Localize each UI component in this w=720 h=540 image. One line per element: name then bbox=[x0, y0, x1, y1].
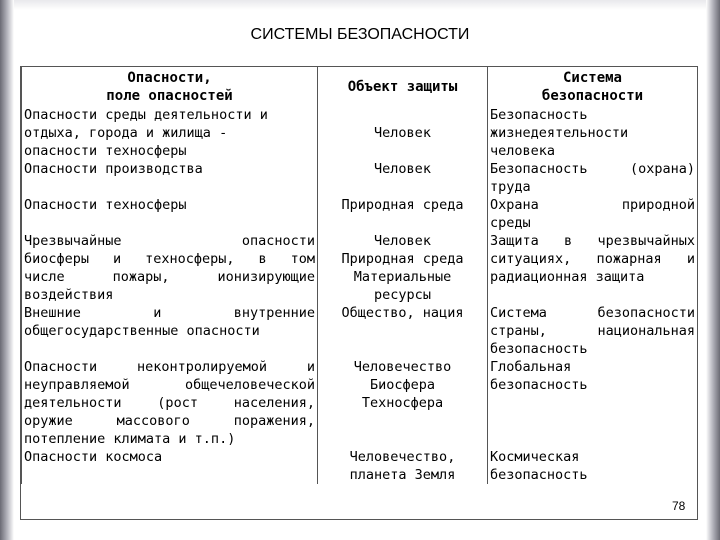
table-row bbox=[22, 106, 698, 160]
cell-line: Техносфера bbox=[361, 395, 444, 411]
system-cell bbox=[488, 448, 698, 484]
cell-line: опасности техносферы bbox=[24, 143, 187, 159]
cell-line: оружие массового поражения, bbox=[24, 413, 315, 429]
table-row bbox=[22, 304, 698, 358]
cell-line: планета Земля bbox=[349, 467, 456, 483]
object-cell bbox=[318, 358, 488, 448]
cell-line: Космическая bbox=[490, 449, 580, 465]
cell-line: общегосударственные опасности bbox=[24, 323, 260, 339]
cell-line: человека bbox=[490, 143, 556, 159]
cell-line: Внешние и внутренние bbox=[24, 305, 315, 321]
cell-line: потепление климата и т.п.) bbox=[24, 431, 236, 447]
cell-line: безопасность bbox=[490, 341, 588, 357]
hazard-cell bbox=[22, 232, 318, 304]
cell-line: Охрана природной bbox=[490, 197, 695, 213]
cell-line: неуправляемой общечеловеческой bbox=[24, 377, 315, 393]
cell-line: биосферы и техносферы, в том bbox=[24, 251, 315, 267]
cell-line: труда bbox=[490, 179, 531, 195]
cell-line: Опасности производства bbox=[24, 161, 203, 177]
slide-left-frame bbox=[0, 0, 14, 540]
cell-line: числе пожары, ионизирующие bbox=[24, 269, 315, 285]
cell-line: Безопасность (охрана) bbox=[490, 161, 695, 177]
cell-line: Опасности техносферы bbox=[24, 197, 187, 213]
cell-line: Материальные bbox=[353, 269, 452, 285]
header-hazards-line: Опасности, bbox=[127, 70, 212, 86]
table-row bbox=[22, 160, 698, 196]
cell-line: Опасности среды деятельности и bbox=[24, 107, 268, 123]
hazard-cell bbox=[22, 196, 318, 232]
object-cell bbox=[318, 232, 488, 304]
cell-line: среды bbox=[490, 215, 531, 231]
cell-line: Опасности неконтролируемой и bbox=[24, 359, 315, 375]
cell-line: Человек bbox=[374, 125, 431, 141]
cell-line: воздействия bbox=[24, 287, 114, 303]
header-protected-object bbox=[318, 67, 488, 106]
hazard-cell bbox=[22, 160, 318, 196]
header-hazards bbox=[22, 67, 318, 106]
hazard-cell bbox=[22, 448, 318, 484]
object-cell bbox=[318, 106, 488, 160]
cell-line: ресурсы bbox=[374, 287, 431, 303]
cell-line: Общество, нация bbox=[341, 305, 464, 321]
cell-line: безопасность bbox=[490, 377, 588, 393]
cell-line: Природная среда bbox=[341, 197, 464, 213]
cell-line: Человек bbox=[374, 233, 431, 249]
header-hazards-line: поле опасностей bbox=[106, 88, 233, 104]
cell-line: Человечество, bbox=[349, 449, 456, 465]
header-safety-system bbox=[488, 67, 698, 106]
cell-line: Система безопасности bbox=[490, 305, 695, 321]
cell-line: Глобальная bbox=[490, 359, 572, 375]
header-system-line: безопасности bbox=[541, 88, 644, 104]
hazard-cell bbox=[22, 304, 318, 358]
table-row bbox=[22, 196, 698, 232]
system-cell bbox=[488, 358, 698, 448]
system-cell bbox=[488, 160, 698, 196]
table bbox=[21, 67, 698, 484]
table-row bbox=[22, 448, 698, 484]
header-system-line: Система bbox=[562, 70, 622, 86]
slide-right-frame bbox=[706, 0, 720, 540]
table-row bbox=[22, 232, 698, 304]
cell-line: страны, национальная bbox=[490, 323, 695, 339]
safety-systems-table bbox=[20, 66, 698, 520]
cell-line: Защита в чрезвычайных bbox=[490, 233, 695, 249]
cell-line: деятельности (рост населения, bbox=[24, 395, 315, 411]
system-cell bbox=[488, 304, 698, 358]
cell-line: ситуациях, пожарная и bbox=[490, 251, 695, 267]
page-title: СИСТЕМЫ БЕЗОПАСНОСТИ bbox=[250, 26, 470, 43]
cell-line: Природная среда bbox=[341, 251, 464, 267]
hazard-cell bbox=[22, 358, 318, 448]
header-object-line: Объект защиты bbox=[347, 79, 458, 95]
hazard-cell bbox=[22, 106, 318, 160]
page-number: 78 bbox=[672, 499, 686, 513]
table-header-row bbox=[22, 67, 698, 106]
cell-line: отдыха, города и жилища - bbox=[24, 125, 228, 141]
object-cell bbox=[318, 448, 488, 484]
cell-line: Человечество bbox=[353, 359, 452, 375]
slide-top-frame bbox=[0, 0, 720, 10]
object-cell bbox=[318, 160, 488, 196]
cell-line: Человек bbox=[374, 161, 431, 177]
system-cell bbox=[488, 106, 698, 160]
cell-line: Чрезвычайные опасности bbox=[24, 233, 315, 249]
cell-line bbox=[320, 106, 485, 124]
object-cell bbox=[318, 196, 488, 232]
system-cell bbox=[488, 232, 698, 304]
cell-line: жизнедеятельности bbox=[490, 125, 629, 141]
cell-line: радиационная защита bbox=[490, 269, 645, 285]
cell-line: Безопасность bbox=[490, 107, 588, 123]
cell-line: Опасности космоса bbox=[24, 449, 163, 465]
table-row bbox=[22, 358, 698, 448]
cell-line: безопасность bbox=[490, 467, 588, 483]
system-cell bbox=[488, 196, 698, 232]
object-cell bbox=[318, 304, 488, 358]
cell-line: Биосфера bbox=[369, 377, 436, 393]
